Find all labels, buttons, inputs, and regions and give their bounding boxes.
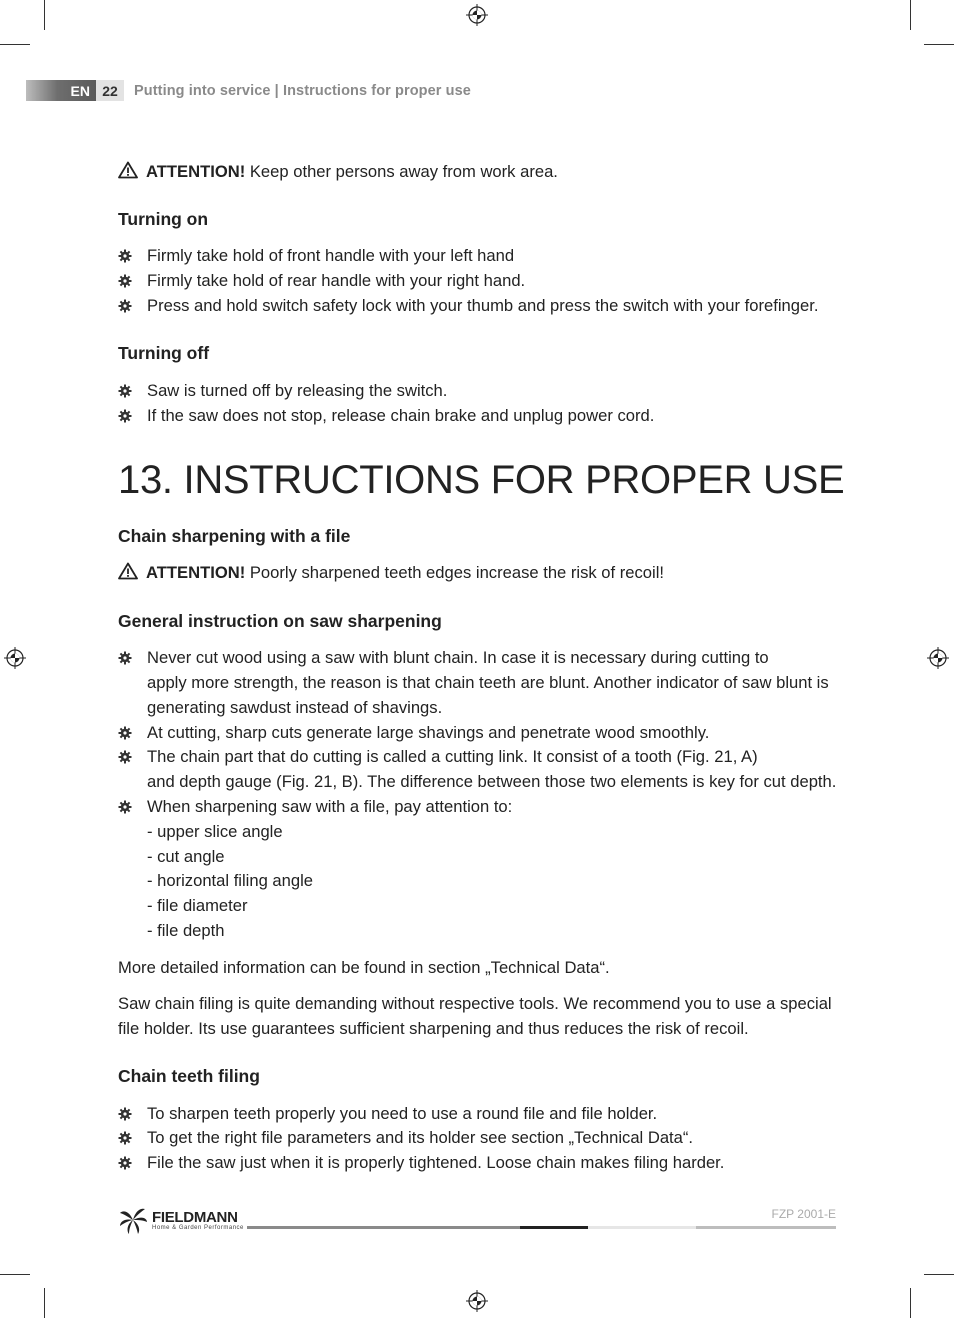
logo-tagline: Home & Garden Performance xyxy=(152,1224,244,1231)
crop-mark xyxy=(0,1274,30,1275)
fieldmann-logo xyxy=(118,1205,244,1235)
gear-bullet-icon xyxy=(118,800,132,814)
crop-mark xyxy=(44,0,45,30)
attention-text: Keep other persons away from work area. xyxy=(245,162,558,181)
crop-mark xyxy=(924,1274,954,1275)
section-title: 13. INSTRUCTIONS FOR PROPER USE xyxy=(118,458,845,502)
registration-mark-icon xyxy=(466,1290,488,1312)
list-item: At cutting, sharp cuts generate large shavings and penetrate wood smoothly. xyxy=(147,723,710,742)
attention-note xyxy=(118,159,558,184)
crop-mark xyxy=(910,0,911,30)
model-number: FZP 2001-E xyxy=(771,1207,836,1221)
gear-bullet-icon xyxy=(118,651,132,665)
page-number: 22 xyxy=(96,80,124,101)
gear-bullet-icon xyxy=(118,274,132,288)
heading-turning-off: Turning off xyxy=(118,343,210,363)
list-item: Saw is turned off by releasing the switch. xyxy=(147,381,448,400)
crop-mark xyxy=(44,1288,45,1318)
gear-bullet-icon xyxy=(118,249,132,263)
registration-mark-icon xyxy=(4,647,26,669)
sub-item: - horizontal filing angle xyxy=(147,871,314,890)
crop-mark xyxy=(0,44,30,45)
crop-mark xyxy=(910,1288,911,1318)
list-item-line: apply more strength, the reason is that chain teeth are blunt. Another indicator of saw blunt is xyxy=(147,673,829,692)
list-item: Press and hold switch safety lock with your thumb and press the switch with your forefinger. xyxy=(147,296,819,315)
sub-item: - file depth xyxy=(147,921,225,940)
warning-triangle-icon xyxy=(118,161,138,179)
paragraph-more-info: More detailed information can be found in section „Technical Data“. xyxy=(118,958,610,977)
heading-general-sharpening: General instruction on saw sharpening xyxy=(118,611,442,631)
header-title: Putting into service | Instructions for proper use xyxy=(134,82,471,99)
footer-bar xyxy=(520,1226,588,1229)
list-item: Firmly take hold of front handle with your left hand xyxy=(147,246,515,265)
sub-item: - cut angle xyxy=(147,847,225,866)
paragraph-filing-line: Saw chain filing is quite demanding without respective tools. We recommend you to use a special xyxy=(118,994,832,1013)
attention-label: ATTENTION! xyxy=(146,563,246,582)
gear-bullet-icon xyxy=(118,1131,132,1145)
registration-mark-icon xyxy=(927,647,949,669)
list-item: If the saw does not stop, release chain brake and unplug power cord. xyxy=(147,406,655,425)
heading-turning-on: Turning on xyxy=(118,209,209,229)
attention-text: Poorly sharpened teeth edges increase the risk of recoil! xyxy=(245,563,665,582)
list-item: To get the right file parameters and its holder see section „Technical Data“. xyxy=(147,1128,694,1147)
warning-triangle-icon xyxy=(118,562,138,580)
gear-bullet-icon xyxy=(118,409,132,423)
leaf-logo-icon xyxy=(118,1205,148,1235)
footer-bar xyxy=(588,1226,696,1229)
gear-bullet-icon xyxy=(118,299,132,313)
sub-item: - upper slice angle xyxy=(147,822,283,841)
page-header xyxy=(26,80,471,101)
gear-bullet-icon xyxy=(118,726,132,740)
gear-bullet-icon xyxy=(118,384,132,398)
sub-item: - file diameter xyxy=(147,896,248,915)
gear-bullet-icon xyxy=(118,750,132,764)
attention-label: ATTENTION! xyxy=(146,162,246,181)
heading-teeth-filing: Chain teeth filing xyxy=(118,1066,260,1086)
gear-bullet-icon xyxy=(118,1156,132,1170)
list-item-line: Never cut wood using a saw with blunt chain. In case it is necessary during cutting to xyxy=(147,648,769,667)
list-item-line: The chain part that do cutting is called a cutting link. It consist of a tooth (Fig. 21, A) xyxy=(147,747,758,766)
footer-bar xyxy=(696,1226,836,1229)
language-badge: EN xyxy=(26,80,96,101)
footer-bar xyxy=(247,1226,520,1229)
list-item: When sharpening saw with a file, pay attention to: xyxy=(147,797,513,816)
gear-bullet-icon xyxy=(118,1107,132,1121)
crop-mark xyxy=(924,44,954,45)
heading-chain-sharpening: Chain sharpening with a file xyxy=(118,526,351,546)
list-item: Firmly take hold of rear handle with your right hand. xyxy=(147,271,526,290)
logo-name: FIELDMANN xyxy=(152,1208,238,1226)
list-item: File the saw just when it is properly tightened. Loose chain makes filing harder. xyxy=(147,1153,725,1172)
registration-mark-icon xyxy=(466,4,488,26)
list-item-line: generating sawdust instead of shavings. xyxy=(147,698,443,717)
list-item: To sharpen teeth properly you need to use a round file and file holder. xyxy=(147,1104,658,1123)
attention-note xyxy=(118,560,664,585)
list-item-line: and depth gauge (Fig. 21, B). The difference between those two elements is key for cut depth. xyxy=(147,772,837,791)
paragraph-filing-line: file holder. Its use guarantees sufficient sharpening and thus reduces the risk of recoil. xyxy=(118,1019,749,1038)
